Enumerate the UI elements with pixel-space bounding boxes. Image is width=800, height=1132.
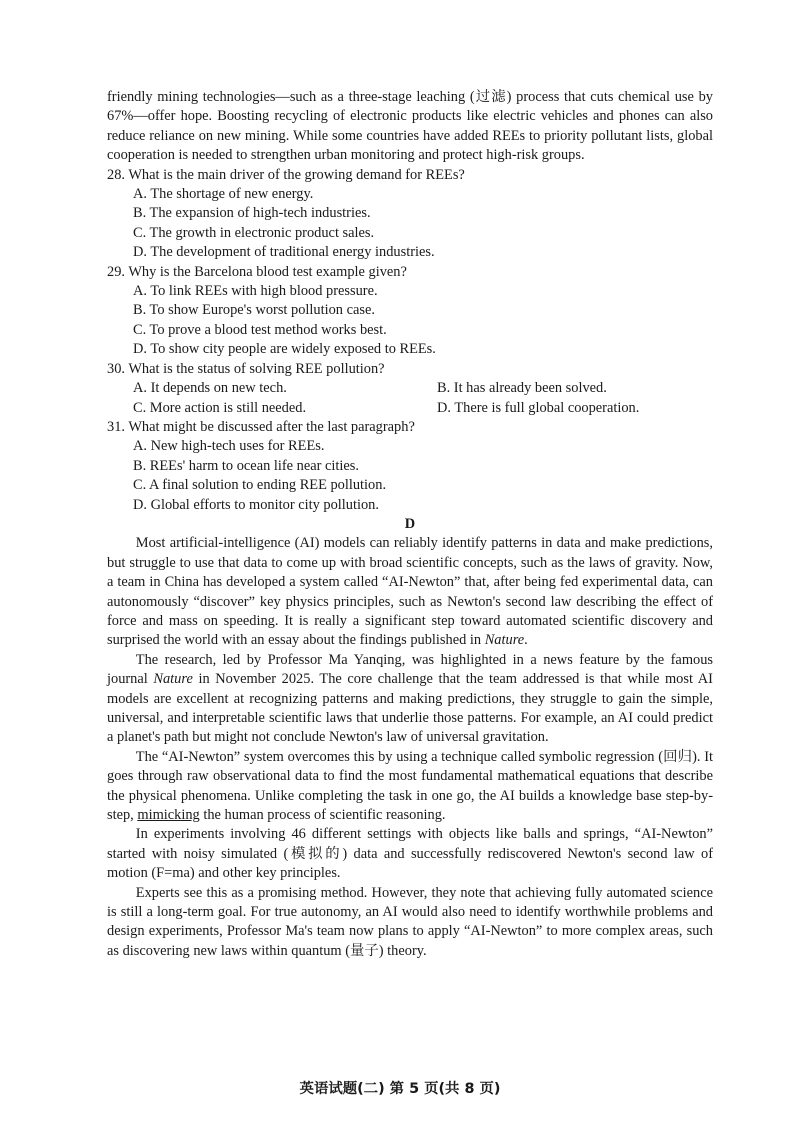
option-d: D. There is full global cooperation. xyxy=(437,399,640,416)
option-c: C. The growth in electronic product sales. xyxy=(133,224,375,241)
option-d: D. Global efforts to monitor city pollution. xyxy=(133,496,379,513)
option-row xyxy=(107,399,713,418)
journal-name: Nature xyxy=(153,671,193,688)
option-b: B. REEs' harm to ocean life near cities. xyxy=(133,457,359,474)
passage-d-paragraph-4: In experiments involving 46 different settings with objects like balls and springs, “AI-Newton” started with noisy simulated (模拟的) data and successfully rediscovered Newton's second law of motion (F=ma) and other key principles. xyxy=(107,826,713,882)
passage-d-paragraph-3 xyxy=(107,748,713,826)
option-a: A. To link REEs with high blood pressure. xyxy=(133,283,378,300)
paragraph-text: The research, led by Professor Ma Yanqing, was highlighted in a news feature by the famous journal xyxy=(107,651,713,688)
option-d: D. To show city people are widely exposed to REEs. xyxy=(133,341,436,358)
question-stem: 31. What might be discussed after the last paragraph? xyxy=(107,418,415,435)
question-stem: 29. Why is the Barcelona blood test example given? xyxy=(107,263,407,280)
passage-d-paragraph-1 xyxy=(107,534,713,650)
option-b: B. The expansion of high-tech industries. xyxy=(133,205,371,222)
paragraph-text: the human process of scientific reasoning. xyxy=(199,807,446,824)
option-c: C. To prove a blood test method works best. xyxy=(133,321,387,338)
question-stem: 30. What is the status of solving REE pollution? xyxy=(107,360,385,377)
option-a: A. It depends on new tech. xyxy=(133,380,287,397)
page-footer: 英语试题(二) 第 5 页(共 8 页) xyxy=(299,1081,501,1097)
paragraph-text: in November 2025. The core challenge that the team addressed is that while most AI models are excellent at recognizing patterns and making predictions, they struggle to gain the simple, universal, and interpretable scientific laws that underlie those patterns. For example, an AI could predict a planet's path but might not conclude Newton's law of universal gravitation. xyxy=(107,671,713,746)
option-row xyxy=(107,379,713,398)
question-31 xyxy=(107,418,713,515)
option-c: C. More action is still needed. xyxy=(133,399,307,416)
option-c: C. A final solution to ending REE pollution. xyxy=(133,477,387,494)
option-b: B. It has already been solved. xyxy=(437,380,607,397)
underlined-word: mimicking xyxy=(137,807,200,824)
option-d: D. The development of traditional energy industries. xyxy=(133,244,435,261)
paragraph-text: The “AI-Newton” system overcomes this by using a technique called symbolic regression (回归). It goes through raw observational data to find the most fundamental mathematical equations that describe the physical phenomena. Unlike completing the task in one go, the AI builds a knowledge base step-by-step, xyxy=(107,748,713,824)
passage-d-paragraph-5: Experts see this as a promising method. However, they note that achieving fully automated science is still a long-term goal. For true autonomy, an AI would also need to identify worthwhile problems and design experiments, Professor Ma's team now plans to apply “AI-Newton” to more complex areas, such as discovering new laws within quantum (量子) theory. xyxy=(107,884,713,959)
passage-d-paragraph-2 xyxy=(107,651,713,748)
option-b: B. To show Europe's worst pollution case. xyxy=(133,302,375,319)
paragraph-text: . xyxy=(524,632,528,649)
section-heading: D xyxy=(404,515,416,532)
question-29 xyxy=(107,263,713,360)
question-30 xyxy=(107,360,713,418)
option-a: A. The shortage of new energy. xyxy=(133,186,314,203)
journal-name: Nature xyxy=(484,632,525,649)
option-a: A. New high-tech uses for REEs. xyxy=(133,438,325,455)
continued-passage: friendly mining technologies—such as a three-stage leaching (过滤) process that cuts chemical use by 67%—offer hope. Boosting recycling of electronic products like electric vehicles and phones can also reduce reliance on new mining. While some countries have added REEs to priority pollutant lists, global cooperation is needed to strengthen urban monitoring and protect high-risk groups. xyxy=(107,89,713,164)
question-28 xyxy=(107,166,713,263)
exam-page xyxy=(107,88,713,961)
paragraph-text: Most artificial-intelligence (AI) models can reliably identify patterns in data and make predictions, but struggle to use that data to come up with broad scientific concepts, such as the laws of gravity. Now, a team in China has developed a system called “AI-Newton” that, after being fed experimental data, can autonomously “discover” key physics principles, such as Newton's second law describing the effect of force and mass on speeding. It is really a significant step toward automated scientific discovery and surprised the world with an essay about the findings published in xyxy=(107,535,713,649)
question-stem: 28. What is the main driver of the growing demand for REEs? xyxy=(107,166,465,183)
